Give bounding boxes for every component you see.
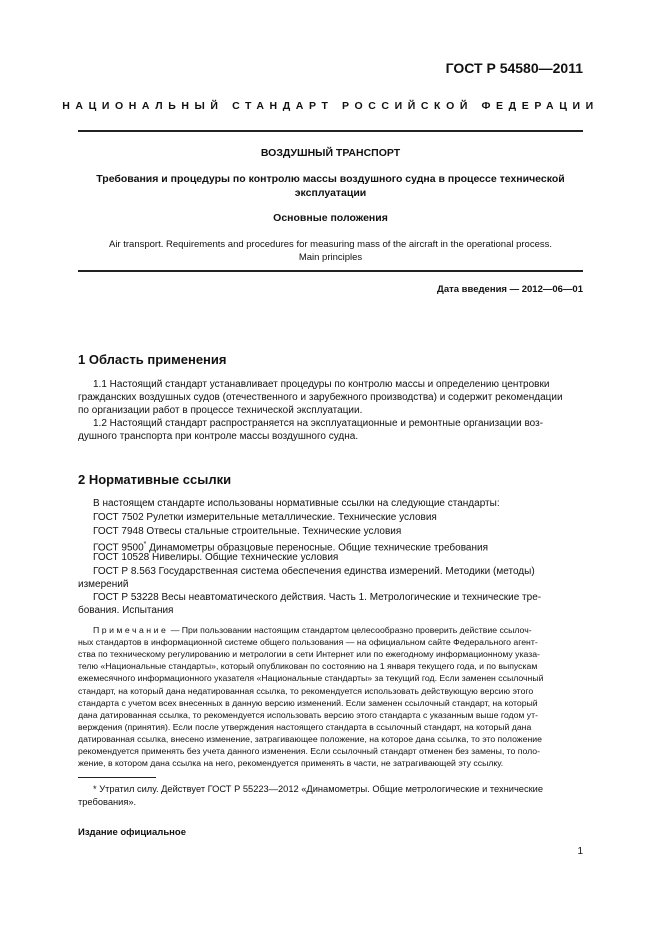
top-divider	[78, 130, 583, 132]
english-title-line2: Main principles	[298, 252, 363, 263]
note-line9: верждения (принятия). Если после утверждения настоящего стандарта в ссылочный стандарт, на который дана	[78, 722, 532, 732]
footnote-line1: * Утратил силу. Действует ГОСТ Р 55223—2012 «Динамометры. Общие метрологические и технические	[93, 784, 544, 794]
section2-heading: 2 Нормативные ссылки	[78, 472, 232, 487]
section1-p2-line2: душного транспорта при контроле массы воздушного судна.	[78, 431, 359, 442]
note-line5: ежемесячного информационного указателя «Национальные стандарты» за текущий год. Если заменен ссылочный	[78, 673, 544, 683]
footnote-line2: требования».	[78, 797, 137, 807]
document-code: ГОСТ Р 54580—2011	[445, 60, 583, 76]
note-line10: датированная ссылка, внесено изменение, затрагивающее положение, на которое дана ссылка, то это положение	[78, 734, 542, 744]
note-line12: жение, в котором дана ссылка на него, рекомендуется применять в части, не затрагивающей эту ссылку.	[78, 758, 504, 768]
note-line8: дана датированная ссылка, то рекомендуется использовать версию этого стандарта с указанным выше годом ут-	[78, 710, 539, 720]
note-line4: телю «Национальные стандарты», который опубликован по состоянию на 1 января текущего года, и по выпускам	[78, 661, 538, 671]
note-line6: стандарт, на который дана недатированная ссылка, то рекомендуется использовать действующую версию этого	[78, 686, 534, 696]
reference-gost-r-53228-line1: ГОСТ Р 53228 Весы неавтоматического действия. Часть 1. Метрологические и технические тре-	[93, 592, 542, 603]
reference-gost-r-8563-line2: измерений	[78, 579, 129, 590]
section1-p1-line3: по организации работ в процессе технической эксплуатации.	[78, 405, 363, 416]
reference-gost-7502: ГОСТ 7502 Рулетки измерительные металлические. Технические условия	[93, 512, 437, 523]
title-sub-line1: Требования и процедуры по контролю массы воздушного судна в процессе технической	[96, 173, 565, 185]
section1-p1-line1: 1.1 Настоящий стандарт устанавливает процедуры по контролю массы и определению центровки	[93, 379, 550, 390]
official-edition-label: Издание официальное	[78, 827, 186, 838]
reference-gost-9500: ГОСТ 9500* Динамометры образцовые переносные. Общие технические требования	[93, 541, 488, 554]
national-standard-banner: НАЦИОНАЛЬНЫЙ СТАНДАРТ РОССИЙСКОЙ ФЕДЕРАЦИИ	[62, 100, 599, 112]
title-sub-line2: эксплуатации	[294, 187, 367, 199]
note-line3: ства по техническому регулированию и метрологии в сети Интернет или по ежегодному информационному указа-	[78, 649, 540, 659]
reference-gost-7948: ГОСТ 7948 Отвесы стальные строительные. Технические условия	[93, 526, 402, 537]
note-label: Примечание	[93, 625, 169, 635]
note-line1: Примечание — При пользовании настоящим стандартом целесообразно проверить действие ссылоч-	[93, 625, 532, 635]
reference-gost-10528: ГОСТ 10528 Нивелиры. Общие технические условия	[93, 552, 339, 563]
introduction-date: Дата введения — 2012—06—01	[437, 284, 583, 295]
footnote-marker: *	[143, 541, 147, 548]
reference-gost-r-8563-line1: ГОСТ Р 8.563 Государственная система обеспечения единства измерений. Методики (методы)	[93, 566, 535, 577]
title-main: ВОЗДУШНЫЙ ТРАНСПОРТ	[260, 147, 401, 159]
note-line11: рекомендуется применять без учета данного изменения. Если ссылочный стандарт отменен без замены, то поло-	[78, 746, 541, 756]
title-sub-main-principles: Основные положения	[273, 212, 388, 224]
title-divider	[78, 270, 583, 272]
section2-intro: В настоящем стандарте использованы нормативные ссылки на следующие стандарты:	[93, 498, 500, 509]
page-number: 1	[577, 846, 583, 857]
note-line2: ных стандартов в информационной системе общего пользования — на официальном сайте Федерального агент-	[78, 637, 538, 647]
reference-gost-r-53228-line2: бования. Испытания	[78, 605, 174, 616]
footnote-divider	[78, 777, 156, 778]
section1-p1-line2: гражданских воздушных судов (отечественного и зарубежного производства) и содержит рекомендации	[78, 392, 563, 403]
note-line7: стандарта с учетом всех внесенных в данную версию изменений. Если заменен ссылочный стандарт, на который	[78, 698, 538, 708]
english-title-line1: Air transport. Requirements and procedures for measuring mass of the aircraft in the operational process.	[108, 239, 553, 250]
section1-heading: 1 Область применения	[78, 352, 227, 367]
section1-p2-line1: 1.2 Настоящий стандарт распространяется на эксплуатационные и ремонтные организации воз-	[93, 418, 544, 429]
